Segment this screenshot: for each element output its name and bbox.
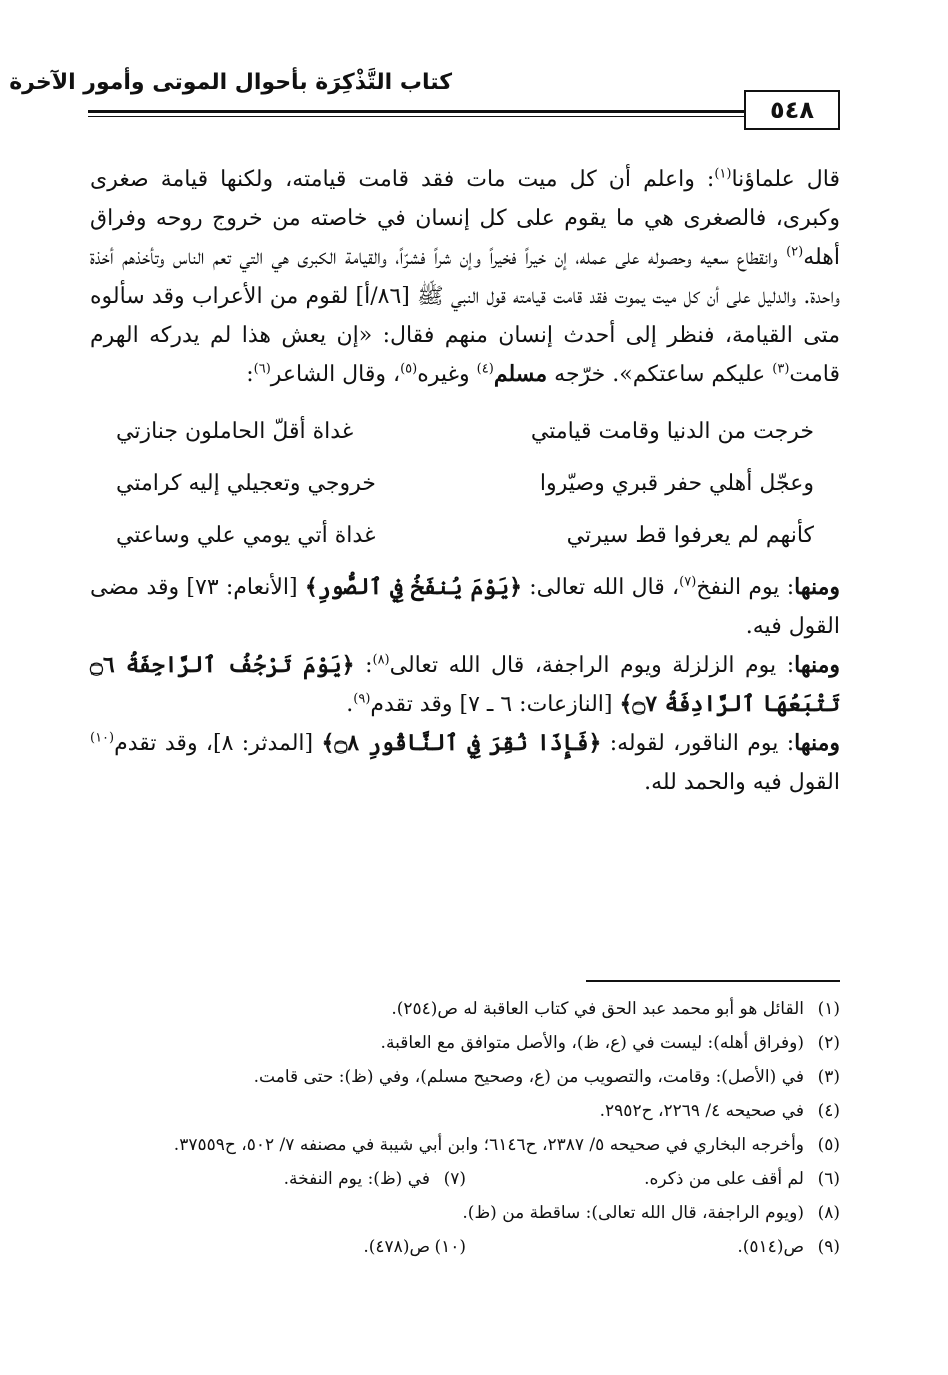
footnote-text: في صحيحه ٤/ ٢٢٦٩، ح٢٩٥٢. <box>599 1101 804 1121</box>
text-run: . <box>346 692 354 717</box>
paragraph-1 <box>90 160 840 394</box>
verse-first-hemistich: خرجت من الدنيا وقامت قيامتي <box>530 419 814 444</box>
footnote-ref: (١) <box>714 166 732 182</box>
header-rule-thick <box>88 110 840 113</box>
footnote-number: (١) <box>817 999 840 1019</box>
footnote-ref: (٩) <box>353 691 371 707</box>
footnote <box>92 1162 466 1196</box>
quran-verse: ﴿يَوْمَ يُنفَخُ فِي ٱلصُّورِ﴾ <box>304 574 523 600</box>
footnote-text: ص(٥١٤). <box>737 1237 804 1257</box>
text-run: : واعلم أن كل ميت مات فقد قامت قيامته، ولكنها قيامة صغرى وكبرى، فالصغرى هي ما يقوم على كل إنسان في خاصته من خروج روحه وفراق أهله <box>90 167 840 270</box>
text-run: : يوم النفخ <box>696 575 795 600</box>
footnote-text: في (ظ): يوم النفخة. <box>283 1169 430 1189</box>
footnote-number: (٩) <box>817 1237 840 1257</box>
footnote-pair <box>92 1162 840 1196</box>
quran-verse: ﴿فَإِذَا نُقِرَ فِي ٱلنَّاقُورِ ۝٨﴾ <box>321 730 602 756</box>
footnotes <box>92 992 840 1264</box>
verse-first-hemistich: وعجّل أهلي حفر قبري وصيّروا <box>539 471 814 496</box>
quran-verse: ﴿يَوْمَ تَرْجُفُ ٱلرَّاجِفَةُ ۝٦ تَتْبَعُهَا ٱلرَّادِفَةُ ۝٧﴾ <box>90 652 840 717</box>
footnote-ref: (٣) <box>772 361 790 377</box>
footnote-text: (ويوم الراجفة، قال الله تعالى): ساقطة من (ظ). <box>462 1203 804 1223</box>
footnote <box>92 1060 840 1094</box>
verse-second-hemistich: غداة أقلّ الحاملون جنازتي <box>116 419 354 444</box>
footnote-ref: (٨) <box>372 652 390 668</box>
text-run: عليكم ساعتكم». خرّجه <box>547 362 773 387</box>
footnote <box>92 1196 840 1230</box>
footnote-text: وأخرجه البخاري في صحيحه ٥/ ٢٣٨٧، ح٦١٤٦؛ وابن أبي شيبة في مصنفه ٧/ ٥٠٢، ح٣٧٥٥٩. <box>173 1135 804 1155</box>
footnote-ref: (٢) <box>786 244 804 260</box>
poem <box>90 406 840 562</box>
lead-word: ومنها <box>794 730 841 756</box>
text-run: [المدثر: ٨]، وقد تقدم <box>114 731 322 756</box>
text-run: : يوم الناقور، لقوله: <box>601 731 795 756</box>
text-run: القول فيه والحمد لله. <box>644 770 840 795</box>
text-run: : يوم الزلزلة ويوم الراجفة، قال الله تعالى <box>389 653 795 678</box>
main-text <box>90 160 840 802</box>
footnote-text: القائل هو أبو محمد عبد الحق في كتاب العاقبة له ص(٢٥٤). <box>391 999 804 1019</box>
text-run: وغيره <box>417 362 477 387</box>
text-run: : <box>354 653 373 678</box>
text-run: ، قال الله تعالى: <box>522 575 680 600</box>
verse-second-hemistich: غداة أتي يومي علي وساعتي <box>116 523 376 548</box>
footnote-number: (٣) <box>817 1067 840 1087</box>
poem-verse <box>90 458 840 510</box>
footnote-ref: (٥) <box>400 361 418 377</box>
footnote <box>92 1230 466 1264</box>
footnote-text: في (الأصل): وقامت، والتصويب من (ع، وصحيح مسلم)، وفي (ظ): حتى قامت. <box>253 1067 804 1087</box>
footnote-number: (٢) <box>817 1033 840 1053</box>
text-run: وانقطاع سعيه وحصوله على عمله، إن خيراً فخيراً وإن شراً فشرّاً، والقيامة الكبرى هي التي تعم الناس وتأخذهم أخذة واحدة. والدليل على أن كل ميت يموت فقد قامت قيامته قول النبي ﷺ [٨٦/أ] لقوم من الأعراب وقد سألوه متى القيامة، فنظر إلى أحدث إنسان منهم فقال: «إن يعش هذا لم يدركه الهرم قامت <box>90 245 840 387</box>
lead-word: ومنها <box>794 574 840 600</box>
paragraph-4 <box>90 724 840 802</box>
footnote-number: (٤) <box>817 1101 840 1121</box>
text-run: قال علماؤنا <box>731 167 840 192</box>
footnote-text: لم أقف على من ذكره. <box>644 1169 804 1189</box>
poem-verse <box>90 406 840 458</box>
paragraph-2 <box>90 568 840 646</box>
bold-name: مسلم <box>493 361 548 387</box>
footnote-pair <box>92 1230 840 1264</box>
footnote-number: (٧) <box>443 1169 466 1189</box>
footnote-number: (٦) <box>817 1169 840 1189</box>
footnote-number: (٨) <box>817 1203 840 1223</box>
footnote-text: ص(٤٧٨). <box>363 1237 430 1257</box>
text-run: : <box>246 362 254 387</box>
paragraph-3 <box>90 646 840 724</box>
footnote <box>92 1094 840 1128</box>
text-run: ، وقال الشاعر <box>270 362 401 387</box>
footnote-text: (وفراق أهله): ليست في (ع، ظ)، والأصل متوافق مع العاقبة. <box>380 1033 804 1053</box>
book-title: كتاب التَّذْكِرَة بأحوال الموتى وأمور الآخرة <box>9 70 452 95</box>
footnote <box>92 1026 840 1060</box>
footnote-ref: (٤) <box>476 361 494 377</box>
footnote <box>466 1230 840 1264</box>
footnote <box>466 1162 840 1196</box>
page-number: ٥٤٨ <box>744 90 840 130</box>
footnote-ref: (٦) <box>253 361 271 377</box>
verse-first-hemistich: كأنهم لم يعرفوا قط سيرتي <box>566 523 814 548</box>
text-run: [النازعات: ٦ ـ ٧] وقد تقدم <box>370 692 620 717</box>
lead-word: ومنها <box>794 652 840 678</box>
footnote-separator <box>586 980 840 982</box>
footnote-number: (٥) <box>817 1135 840 1155</box>
text-run: [الأنعام: ٧٣] وقد مضى القول فيه. <box>90 575 840 639</box>
footnote-ref: (١٠) <box>90 730 115 746</box>
footnote <box>92 1128 840 1162</box>
page-header <box>9 68 840 128</box>
footnote-ref: (٧) <box>679 574 697 590</box>
footnote-number: (١٠) <box>434 1237 466 1257</box>
header-rule-thin <box>88 116 840 117</box>
footnote <box>92 992 840 1026</box>
poem-verse <box>90 510 840 562</box>
verse-second-hemistich: خروجي وتعجيلي إليه كرامتي <box>116 471 376 496</box>
